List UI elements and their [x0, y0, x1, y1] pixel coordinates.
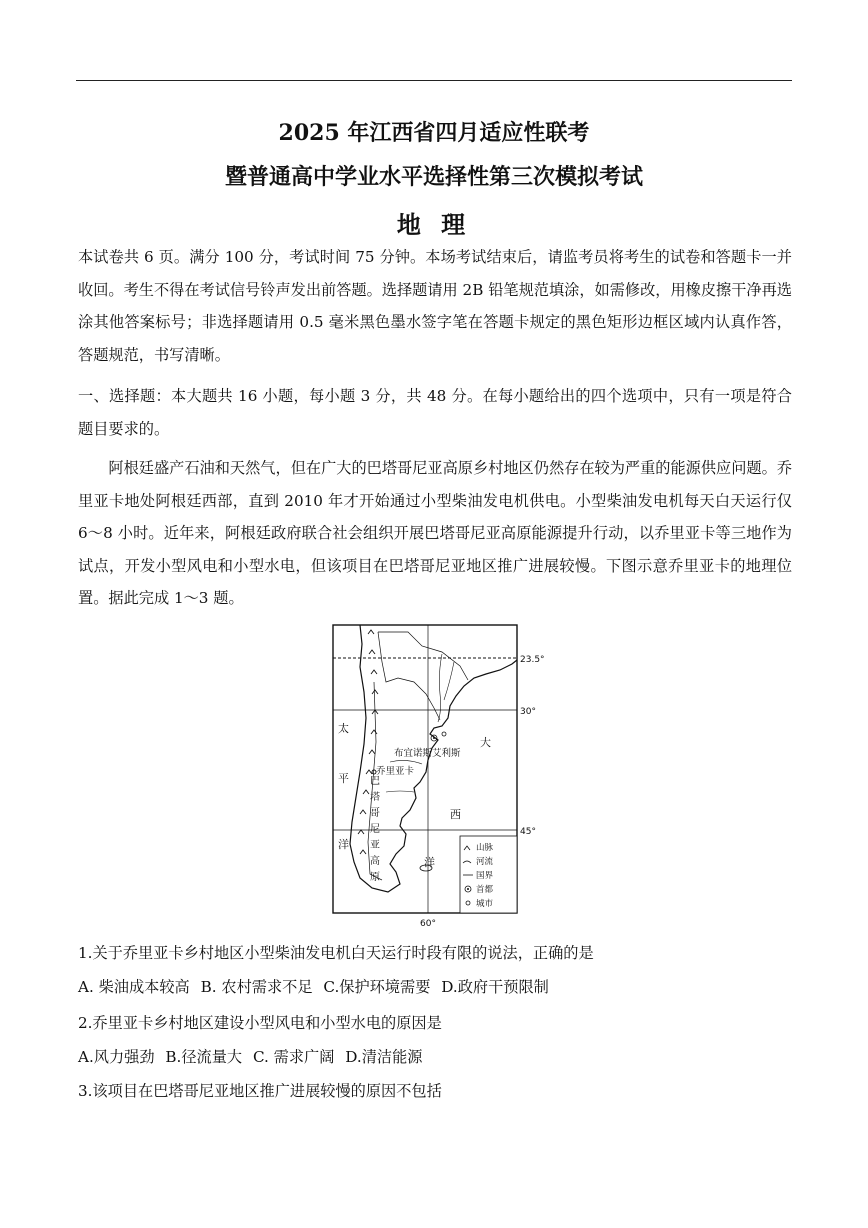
q2-option-d: D.清洁能源 [345, 1048, 423, 1066]
atlantic-char-2: 西 [450, 808, 461, 821]
q1-option-c: C.保护环境需要 [323, 978, 431, 996]
patagonia-char-5: 亚 [370, 840, 380, 851]
exam-subtitle: 暨普通高中学业水平选择性第三次模拟考试 [224, 164, 643, 190]
legend-capital-label: 首都 [476, 885, 494, 895]
section-heading: 一、选择题：本大题共 16 小题，每小题 3 分，共 48 分。在每小题给出的四个选项中，只有一项是符合题目要求的。 [78, 387, 792, 438]
question-context: 阿根廷盛产石油和天然气，但在广大的巴塔哥尼亚高原乡村地区仍然存在较为严重的能源供应问题。乔里亚卡地处阿根廷西部，直到 2010 年才开始通过小型柴油发电机供电。小型柴油发电机每天白天运行仅 6～8 小时。近年来，阿根廷政府联合社会组织开展巴塔哥尼亚高原能源提升行动，以乔里亚卡等三地作为试点，开发小型风电和小型水电，但该项目在巴塔哥尼亚地区推广进展较慢。下图示意乔里亚卡的地理位置。据此完成 1～3 题。 [78, 459, 792, 607]
exam-title: 2025 年江西省四月适应性联考 [278, 120, 590, 146]
question-1-stem: 1.关于乔里亚卡乡村地区小型柴油发电机白天运行时段有限的说法，正确的是 [78, 944, 594, 962]
patagonia-char-3: 哥 [370, 808, 380, 819]
q2-option-c: C. 需求广阔 [252, 1048, 335, 1066]
question-3-stem: 3.该项目在巴塔哥尼亚地区推广进展较慢的原因不包括 [78, 1082, 442, 1100]
lon-label-60: 60° [420, 919, 436, 929]
pacific-char-1: 太 [338, 722, 349, 735]
location-map [330, 622, 550, 930]
buenos-aires-label: 布宜诺斯艾利斯 [394, 748, 461, 759]
lat-label-23-5: 23.5° [520, 655, 545, 665]
pacific-char-3: 洋 [338, 838, 349, 851]
legend-river-label: 河流 [476, 857, 494, 867]
patagonia-char-6: 高 [370, 856, 380, 867]
lat-label-45: 45° [520, 827, 536, 837]
montevideo-marker [442, 732, 446, 736]
chorriaca-label: 乔里亚卡 [376, 766, 415, 777]
q2-option-b: B.径流量大 [165, 1048, 243, 1066]
legend-border-label: 国界 [476, 871, 494, 881]
exam-instructions: 本试卷共 6 页。满分 100 分，考试时间 75 分钟。本场考试结束后，请监考员将考生的试卷和答题卡一并收回。考生不得在考试信号铃声发出前答题。选择题请用 2B 铅笔规范填涂，如需修改，用橡皮擦干净再选涂其他答案标号；非选择题请用 0.5 毫米黑色墨水签字笔在答题卡规定的黑色矩形边框区域内认真作答，答题规范，书写清晰。 [78, 248, 792, 364]
patagonia-char-1: 巴 [370, 776, 380, 787]
lat-label-30: 30° [520, 707, 536, 717]
question-2-options [78, 1046, 428, 1067]
legend-city-label: 城市 [476, 899, 494, 909]
subject-title: 地 理 [396, 210, 472, 239]
legend-mountain-label: 山脉 [476, 843, 494, 853]
q1-option-a: A. 柴油成本较高 [78, 978, 190, 996]
andes-mountains [358, 630, 378, 854]
patagonia-char-7: 原 [370, 872, 380, 883]
q1-option-d: D.政府干预限制 [441, 978, 549, 996]
atlantic-char-1: 大 [480, 736, 491, 749]
patagonia-char-4: 尼 [370, 824, 380, 835]
pacific-char-2: 平 [338, 772, 349, 785]
q2-option-a: A.风力强劲 [78, 1048, 155, 1066]
atlantic-char-3: 洋 [424, 856, 435, 869]
question-2-stem: 2.乔里亚卡乡村地区建设小型风电和小型水电的原因是 [78, 1014, 442, 1032]
patagonia-char-2: 塔 [370, 792, 380, 803]
q1-option-b: B. 农村需求不足 [200, 978, 313, 996]
header-rule [76, 80, 792, 81]
question-1-options [78, 976, 555, 997]
